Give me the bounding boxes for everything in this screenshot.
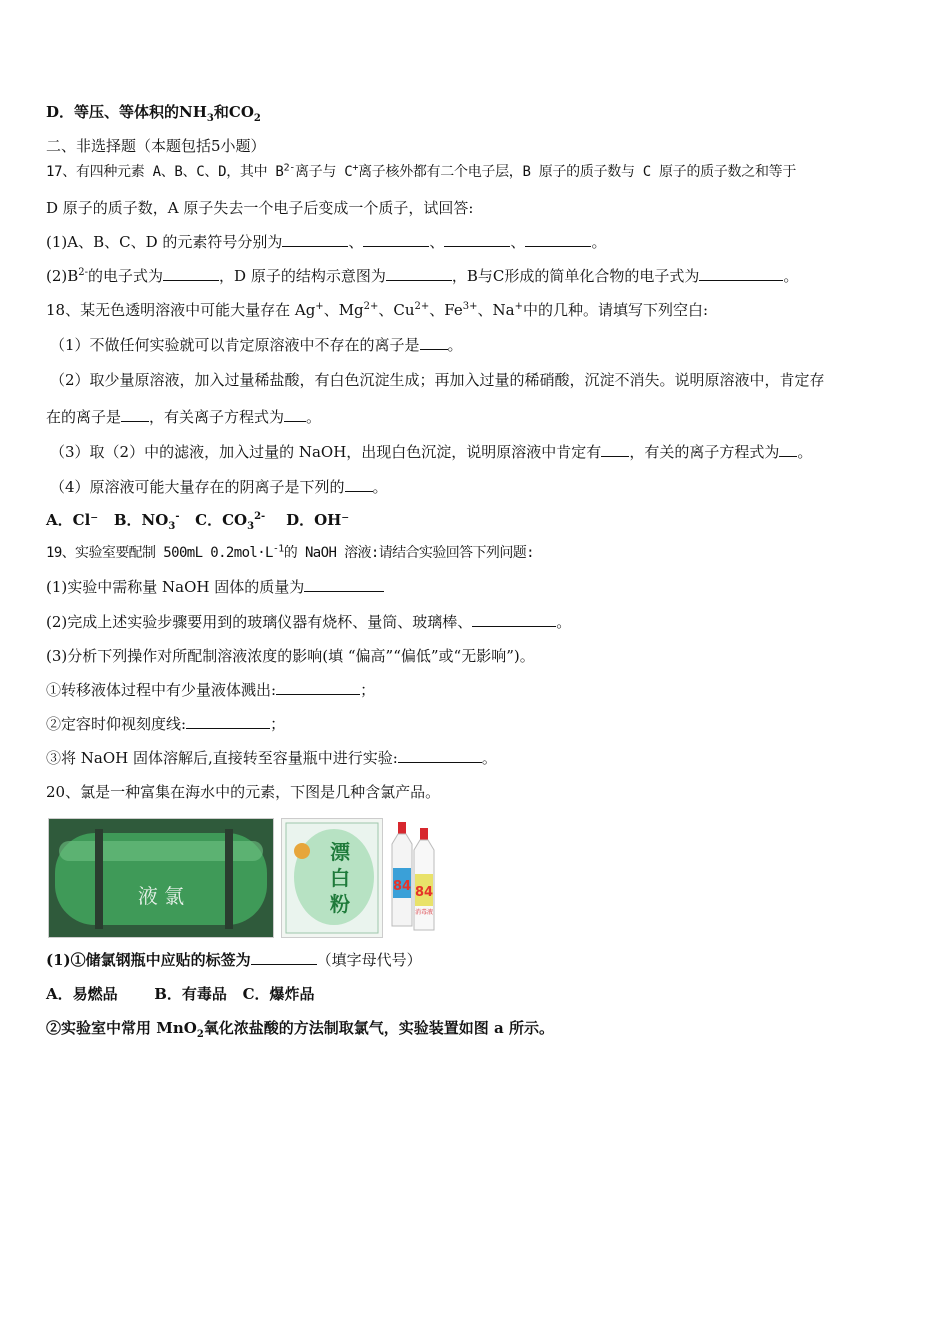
q19-line4: (3)分析下列操作对所配制溶液浓度的影响(填 “偏高”“偏低”或“无影响”)。 [46, 647, 535, 665]
answer-blank[interactable] [779, 442, 797, 457]
svg-text:白: 白 [330, 866, 350, 890]
q18-options: A．Cl⁻ B．$NO_3^-$ C．$CO_3^{2-}$ D．OH⁻ [46, 511, 350, 532]
cylinder-label: 液 氯 [137, 884, 185, 908]
answer-blank[interactable] [276, 680, 360, 695]
answer-blank[interactable] [251, 950, 317, 965]
q20-line3: ②实验室中常用 MnO$_2$氧化浓盐酸的方法制取氯气，实验装置如图 a 所示。 [46, 1019, 554, 1040]
svg-text:84: 84 [392, 879, 412, 894]
q18-line4: 在的离子是 ，有关离子方程式为 。 [46, 408, 322, 426]
q20-options: A．易燃品 B．有毒品 C．爆炸品 [46, 985, 315, 1003]
q16-option-d: D．等压、等体积的$NH_3$和$CO_2$ [46, 103, 261, 124]
answer-blank[interactable] [363, 232, 429, 247]
answer-blank[interactable] [601, 442, 629, 457]
answer-blank[interactable] [284, 407, 306, 422]
q19-line5: ①转移液体过程中有少量液体溅出: ； [46, 681, 376, 699]
svg-text:84: 84 [414, 885, 434, 900]
q18-line5: （3）取（2）中的滤液，加入过量的 NaOH，出现白色沉淀，说明原溶液中肯定有 ，有关的离子方程式为 。 [50, 443, 813, 461]
disinfectant-bottles-photo [384, 818, 442, 936]
q18-line1: 18、某无色透明溶液中可能大量存在 Ag+、$Mg^{2+}$、$Cu^{2+}$、$Fe^{3+}$、Na+中的几种。请填写下列空白: [46, 301, 709, 319]
answer-blank[interactable] [525, 232, 591, 247]
answer-blank[interactable] [386, 266, 452, 281]
bleaching-powder-bag-photo [281, 818, 383, 938]
q18-line3: （2）取少量原溶液，加入过量稀盐酸，有白色沉淀生成；再加入过量的稀硝酸，沉淀不消失。说明原溶液中，肯定存 [50, 371, 825, 389]
answer-blank[interactable] [444, 232, 510, 247]
answer-blank[interactable] [398, 748, 482, 763]
answer-blank[interactable] [304, 577, 384, 592]
q19-line3: (2)完成上述实验步骤要用到的玻璃仪器有烧杯、量筒、玻璃棒、 。 [46, 613, 572, 631]
q18-line6: （4）原溶液可能大量存在的阴离子是下列的 。 [50, 478, 388, 496]
answer-blank[interactable] [699, 266, 783, 281]
q19-line7: ③将 NaOH 固体溶解后,直接转至容量瓶中进行实验: 。 [46, 749, 497, 767]
answer-blank[interactable] [121, 407, 149, 422]
q17-line3: (1)A、B、C、D 的元素符号分别为 、 、 、 。 [46, 233, 607, 251]
q19-line2: (1)实验中需称量 NaOH 固体的质量为 [46, 577, 384, 597]
q17-line1: 17、有四种元素 A、B、C、D，其中 $B^{2-}$离子与 C+离子核外都有二个电子层，B 原子的质子数与 C 原子的质子数之和等于 [46, 162, 797, 180]
q20-line1: 20、氯是一种富集在海水中的元素，下图是几种含氯产品。 [46, 783, 441, 801]
q19-line1: 19、实验室要配制 500mL $0.2mol\cdot L^{-1}$的 NaOH 溶液:请结合实验回答下列问题: [46, 543, 534, 561]
svg-text:漂: 漂 [330, 840, 350, 864]
q20-line2: (1)①储氯钢瓶中应贴的标签为 （填字母代号） [46, 951, 422, 969]
answer-blank[interactable] [345, 477, 373, 492]
answer-blank[interactable] [282, 232, 348, 247]
q17-line4: $(2)B^{2-}$的电子式为 ，D 原子的结构示意图为 ，B与C形成的简单化合物的电子式为 。 [46, 267, 799, 285]
svg-text:消毒液: 消毒液 [414, 909, 434, 916]
answer-blank[interactable] [186, 714, 270, 729]
q19-line6: ②定容时仰视刻度线: ； [46, 715, 286, 733]
q18-line2: （1）不做任何实验就可以肯定原溶液中不存在的离子是 。 [50, 336, 463, 354]
answer-blank[interactable] [163, 266, 219, 281]
svg-text:粉: 粉 [330, 892, 350, 916]
section-heading: 二、非选择题（本题包括5小题） [46, 137, 266, 155]
answer-blank[interactable] [420, 335, 448, 350]
liquid-chlorine-cylinder-photo [48, 818, 274, 938]
q17-line2: D 原子的质子数，A 原子失去一个电子后变成一个质子，试回答: [46, 199, 474, 217]
answer-blank[interactable] [472, 612, 556, 627]
